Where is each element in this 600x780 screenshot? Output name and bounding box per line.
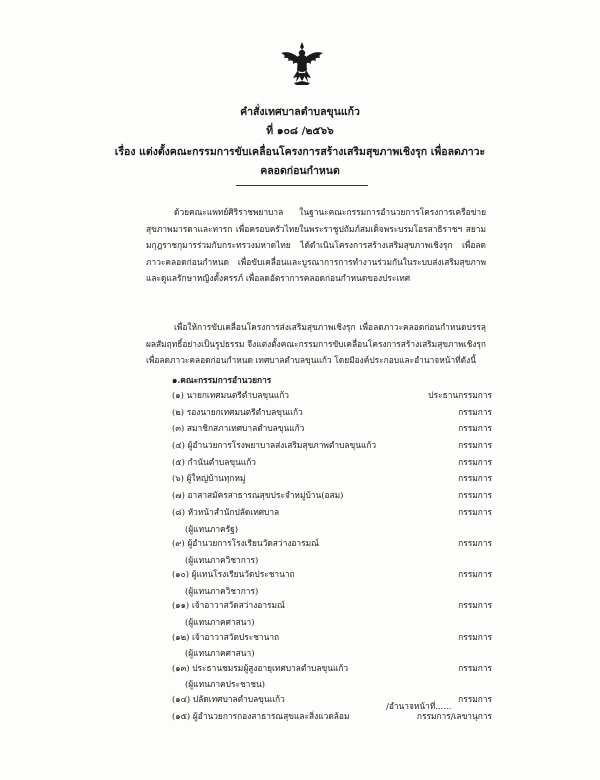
order-subject-continued: คลอดก่อนกำหนด <box>260 165 340 177</box>
member-role: กรรมการ <box>458 569 492 580</box>
member-role: กรรมการ <box>458 631 492 642</box>
member-name: (๓) สมาชิกสภาเทศบาลตำบลขุนแก้ว <box>172 423 305 434</box>
order-title: คำสั่งเทศบาลตำบลขุนแก้ว <box>240 106 360 118</box>
member-role: กรรมการ <box>458 406 492 417</box>
member-name: (๒) รองนายกเทศมนตรีตำบลขุนแก้ว <box>172 406 303 417</box>
member-name: (๑๐) ผู้แทนโรงเรียนวัดประชานาถ <box>172 569 295 580</box>
member-row <box>172 421 492 438</box>
member-row <box>172 536 492 553</box>
member-name: (๗) อาสาสมัครสาธารณสุขประจำหมู่บ้าน(อสม) <box>172 490 344 501</box>
member-name: (๖) ผู้ใหญ่บ้านทุกหมู่ <box>172 473 246 484</box>
member-role: กรรมการ <box>458 600 492 611</box>
member-role: กรรมการ/เลขานุการ <box>416 710 492 721</box>
member-role: กรรมการ <box>458 456 492 467</box>
member-role: กรรมการ <box>458 662 492 673</box>
member-row <box>172 488 492 505</box>
committee-member-list <box>172 388 492 725</box>
member-row <box>172 405 492 422</box>
member-role: กรรมการ <box>458 440 492 451</box>
member-role: กรรมการ <box>458 506 492 517</box>
member-representation: (ผู้แทนภาควิชาการ) <box>185 585 259 596</box>
member-name: (๑๔) ปลัดเทศบาลตำบลขุนแก้ว <box>172 693 285 704</box>
member-row <box>172 598 492 615</box>
member-name: (๑๑) เจ้าอาวาสวัดสว่างอารมณ์ <box>172 600 285 611</box>
member-role: กรรมการ <box>458 490 492 501</box>
order-subject: เรื่อง แต่งตั้งคณะกรรมการขับเคลื่อนโครงการสร้างเสริมสุขภาพเชิงรุก เพื่อลดภาวะ <box>114 146 486 158</box>
member-row <box>172 567 492 584</box>
member-row <box>172 438 492 455</box>
member-role: ประธานกรรมการ <box>428 390 492 400</box>
member-row <box>172 630 492 647</box>
member-row <box>172 455 492 472</box>
member-name: (๕) กำนันตำบลขุนแก้ว <box>172 456 256 467</box>
committee-heading: ๑.คณะกรรมการอำนวยการ <box>172 375 272 385</box>
member-name: (๑๕) ผู้อำนวยการกองสาธารณสุขและสิ่งแวดล้อม <box>172 710 350 721</box>
member-representation: (ผู้แทนภาคศาสนา) <box>185 617 255 628</box>
member-representation-row <box>172 584 492 599</box>
member-representation: (ผู้แทนภาคประชาชน) <box>185 679 266 690</box>
member-representation: (ผู้แทนภาครัฐ) <box>185 523 239 534</box>
member-name: (๘) หัวหน้าสำนักปลัดเทศบาล <box>172 506 280 517</box>
order-number: ที่ ๑๐๘ /๒๕๖๖ <box>266 125 334 137</box>
member-role: กรรมการ <box>458 538 492 548</box>
garuda-emblem-icon <box>278 40 326 90</box>
member-role: กรรมการ <box>458 693 492 704</box>
title-divider <box>236 185 368 186</box>
member-representation-row <box>172 677 492 692</box>
member-row <box>172 505 492 522</box>
member-row <box>172 661 492 678</box>
member-role: กรรมการ <box>458 473 492 484</box>
member-name: (๑๓) ประธานชมรมผู้สูงอายุเทศบาลตำบลขุนแก้ว <box>172 662 349 673</box>
continuation-note: /อำนาจหน้าที่...... <box>386 701 452 711</box>
member-name: (๑๒) เจ้าอาวาสวัดประชานาถ <box>172 631 280 642</box>
member-representation-row <box>172 615 492 630</box>
member-representation-row <box>172 522 492 537</box>
member-row <box>172 471 492 488</box>
body-paragraph-2: เพื่อให้การขับเคลื่อนโครงการส่งเสริมสุขภาพเชิงรุก เพื่อลดภาวะคลอดก่อนกำหนดบรรลุผลสัมฤทธิ์อย่างเป็นรูปธรรม จึงแต่งตั้งคณะกรรมการขับเคลื่อนโครงการสร้างเสริมสุขภาพเชิงรุก เพื่อลดภาวะคลอดก่อนกำหนด เทศบาลตำบลขุนแก้ว โดยมีองค์ประกอบและอำนาจหน้าที่ดังนี้ <box>146 322 486 365</box>
member-role: กรรมการ <box>458 423 492 434</box>
member-name: (๑) นายกเทศมนตรีตำบลขุนแก้ว <box>172 390 290 400</box>
member-name: (๔) ผู้อำนวยการโรงพยาบาลส่งเสริมสุขภาพตำบลขุนแก้ว <box>172 440 377 451</box>
member-representation-row <box>172 646 492 661</box>
body-paragraph-1: ด้วยคณะแพทย์ศิริราชพยาบาล ในฐานะคณะกรรมการอำนวยการโครงการเครือข่ายสุขภาพมารดาและทารก เพื่อครอบครัวไทยในพระราชูปถัมภ์สมเด็จพระบรมโอรสาธิราชฯ สยามมกุฎราชกุมารร่วมกับกระทรวงมหาดไทย ได้ดำเนินโครงการสร้างเสริมสุขภาพเชิงรุก เพื่อลดภาวะคลอดก่อนกำหนด เพื่อขับเคลื่อนและบูรณาการการทำงานร่วมกันในระบบส่งเสริมสุขภาพและดูแลรักษาหญิงตั้งครรภ์ เพื่อลดอัตราการคลอดก่อนกำหนดของประเทศ <box>146 207 486 283</box>
member-representation: (ผู้แทนภาคศาสนา) <box>185 648 255 659</box>
member-representation: (ผู้แทนภาควิชาการ) <box>185 554 259 565</box>
member-representation-row <box>172 553 492 568</box>
member-name: (๙) ผู้อำนวยการโรงเรียนวัดสว่างอารมณ์ <box>172 538 319 548</box>
member-row <box>172 388 492 405</box>
